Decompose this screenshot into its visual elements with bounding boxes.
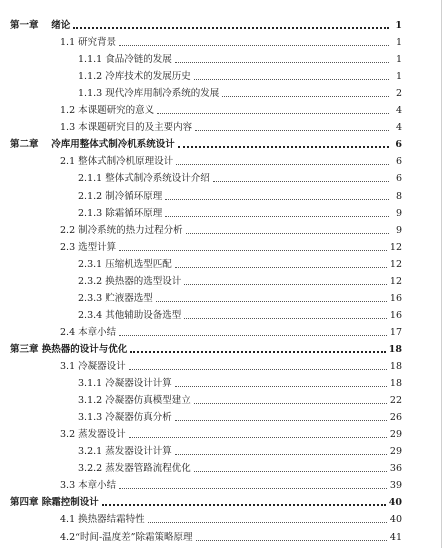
toc-entry[interactable] <box>60 120 402 134</box>
toc-entry-title: 第一章 绪论 <box>10 20 71 31</box>
toc-entry[interactable] <box>78 444 402 458</box>
dot-leader <box>194 471 387 472</box>
toc-entry-title: 1.2 本课题研究的意义 <box>60 105 155 117</box>
toc-chapter-entry[interactable] <box>10 342 402 356</box>
dot-leader <box>119 45 389 46</box>
toc-page-number: 26 <box>389 412 402 424</box>
toc-entry-title: 3.2 蒸发器设计 <box>60 429 126 441</box>
dot-leader <box>129 437 387 438</box>
toc-entry[interactable] <box>78 52 402 66</box>
toc-page-number: 12 <box>389 241 402 253</box>
toc-entry-title: 3.1.3 冷凝器仿真分析 <box>78 412 172 424</box>
toc-entry[interactable] <box>60 103 402 117</box>
toc-entry-title: 2.3.2 换热器的选型设计 <box>78 275 182 287</box>
toc-entry[interactable] <box>60 154 402 168</box>
toc-page-number: 6 <box>395 173 402 185</box>
dot-leader <box>184 318 387 319</box>
toc-page-number: 39 <box>389 480 402 492</box>
toc-page-number: 1 <box>395 71 402 83</box>
toc-page-number: 22 <box>389 395 402 407</box>
toc-entry[interactable] <box>60 359 402 373</box>
toc-entry-title: 2.2 制冷系统的热力过程分析 <box>60 224 183 236</box>
toc-page-number: 17 <box>389 326 402 338</box>
toc-entry-title: 3.1.1 冷凝器设计计算 <box>78 378 172 390</box>
toc-entry-title: 2.1.3 除霜循环原理 <box>78 207 163 219</box>
toc-chapter-entry[interactable] <box>10 18 402 32</box>
toc-entry[interactable] <box>60 325 402 339</box>
toc-page-number: 29 <box>389 446 402 458</box>
toc-entry[interactable] <box>78 86 402 100</box>
toc-page-number: 8 <box>395 190 402 202</box>
toc-entry[interactable] <box>60 223 402 237</box>
toc-page-number: 18 <box>389 378 402 390</box>
dot-leader <box>176 164 389 165</box>
toc-entry[interactable] <box>78 171 402 185</box>
toc-entry[interactable] <box>60 427 402 441</box>
dot-leader <box>213 181 389 182</box>
toc-entry-title: 2.1.1 整体式制冷系统设计介绍 <box>78 173 210 185</box>
toc-page-number: 6 <box>395 139 402 151</box>
dot-leader <box>156 301 387 302</box>
toc-entry[interactable] <box>60 478 402 492</box>
dot-leader <box>119 250 387 251</box>
toc-page-number: 18 <box>388 343 402 355</box>
toc-entry-title: 4.2“时间-温度差”除霜策略原理 <box>60 531 193 543</box>
dot-leader <box>119 335 387 336</box>
toc-page-number: 1 <box>395 20 402 31</box>
toc-page-number: 12 <box>389 275 402 287</box>
dot-leader <box>196 540 387 541</box>
toc-chapter-entry[interactable] <box>10 137 402 151</box>
toc-entry[interactable] <box>78 274 402 288</box>
toc-page-number: 4 <box>395 122 402 134</box>
toc-page-number: 36 <box>389 463 402 475</box>
toc-entry-title: 2.1.2 制冷循环原理 <box>78 190 163 202</box>
dot-leader <box>175 386 387 387</box>
dot-leader <box>129 369 387 370</box>
toc-page-number: 41 <box>389 531 402 543</box>
dot-leader <box>119 488 387 489</box>
toc-entry[interactable] <box>78 376 402 390</box>
toc-entry-title: 1.1.3 现代冷库用制冷系统的发展 <box>78 88 220 100</box>
toc-page-number: 40 <box>388 497 402 509</box>
dot-leader <box>175 62 389 63</box>
toc-page-number: 1 <box>395 37 402 49</box>
toc-page-number: 9 <box>395 207 402 219</box>
toc-entry[interactable] <box>78 308 402 322</box>
dot-leader <box>194 403 387 404</box>
toc-entry[interactable] <box>78 206 402 220</box>
toc-entry-title: 1.1.2 冷库技术的发展历史 <box>78 71 191 83</box>
dot-leader <box>102 504 386 506</box>
toc-entry[interactable] <box>60 240 402 254</box>
toc-entry[interactable] <box>78 291 402 305</box>
dot-leader <box>165 216 389 217</box>
toc-entry-title: 1.1.1 食品冷链的发展 <box>78 54 172 66</box>
dot-leader <box>186 233 389 234</box>
toc-page-number: 9 <box>395 224 402 236</box>
toc-chapter-entry[interactable] <box>10 495 402 509</box>
toc-entry[interactable] <box>60 512 402 526</box>
toc-entry[interactable] <box>60 35 402 49</box>
toc-entry[interactable] <box>78 189 402 203</box>
toc-entry-title: 第二章 冷库用整体式制冷机系统设计 <box>10 139 175 151</box>
dot-leader <box>222 96 389 97</box>
toc-page-number: 4 <box>395 105 402 117</box>
toc-entry-title: 2.3 选型计算 <box>60 241 117 253</box>
toc-entry-title: 2.3.4 其他辅助设备选型 <box>78 309 182 321</box>
toc-page-number: 12 <box>389 258 402 270</box>
dot-leader <box>165 199 389 200</box>
dot-leader <box>175 420 387 421</box>
toc-page-number: 6 <box>395 156 402 168</box>
dot-leader <box>178 146 389 148</box>
toc-page-number: 40 <box>389 514 402 526</box>
toc-entry-title: 1.3 本课题研究目的及主要内容 <box>60 122 193 134</box>
toc-page-number: 1 <box>395 54 402 66</box>
toc-entry[interactable] <box>78 257 402 271</box>
dot-leader <box>175 454 387 455</box>
toc-page-number: 16 <box>389 309 402 321</box>
toc-entry[interactable] <box>78 69 402 83</box>
toc-page-number: 16 <box>389 292 402 304</box>
toc-entry[interactable] <box>60 530 402 544</box>
toc-entry-title: 3.3 本章小结 <box>60 480 117 492</box>
toc-entry-title: 2.3.3 贮液器选型 <box>78 292 153 304</box>
dot-leader <box>194 79 389 80</box>
toc-entry-title: 2.1 整体式制冷机原理设计 <box>60 156 174 168</box>
dot-leader <box>175 267 387 268</box>
toc-entry-title: 4.1 换热器结霜特性 <box>60 514 145 526</box>
toc-page-number: 18 <box>389 361 402 372</box>
dot-leader <box>130 351 385 353</box>
dot-leader <box>157 113 389 114</box>
toc-entry-title: 第三章 换热器的设计与优化 <box>10 343 128 355</box>
dot-leader <box>195 130 389 131</box>
dot-leader <box>73 27 389 29</box>
toc-entry-title: 第四章 除霜控制设计 <box>10 497 99 509</box>
toc-entry-title: 3.2.2 蒸发器管路流程优化 <box>78 463 191 475</box>
toc-entry-title: 2.4 本章小结 <box>60 326 117 338</box>
toc-entry[interactable] <box>78 393 402 407</box>
dot-leader <box>184 284 387 285</box>
toc-page-number: 2 <box>395 88 402 100</box>
toc-entry[interactable] <box>78 410 402 424</box>
dot-leader <box>148 522 387 523</box>
toc-entry-title: 3.2.1 蒸发器设计计算 <box>78 446 172 458</box>
toc-entry-title: 1.1 研究背景 <box>60 37 117 49</box>
toc-entry-title: 2.3.1 压缩机选型匹配 <box>78 258 172 270</box>
toc-entry[interactable] <box>78 461 402 475</box>
toc-entry-title: 3.1.2 冷凝器仿真模型建立 <box>78 395 191 407</box>
toc-page-number: 29 <box>389 429 402 441</box>
toc-entry-title: 3.1 冷凝器设计 <box>60 361 126 372</box>
